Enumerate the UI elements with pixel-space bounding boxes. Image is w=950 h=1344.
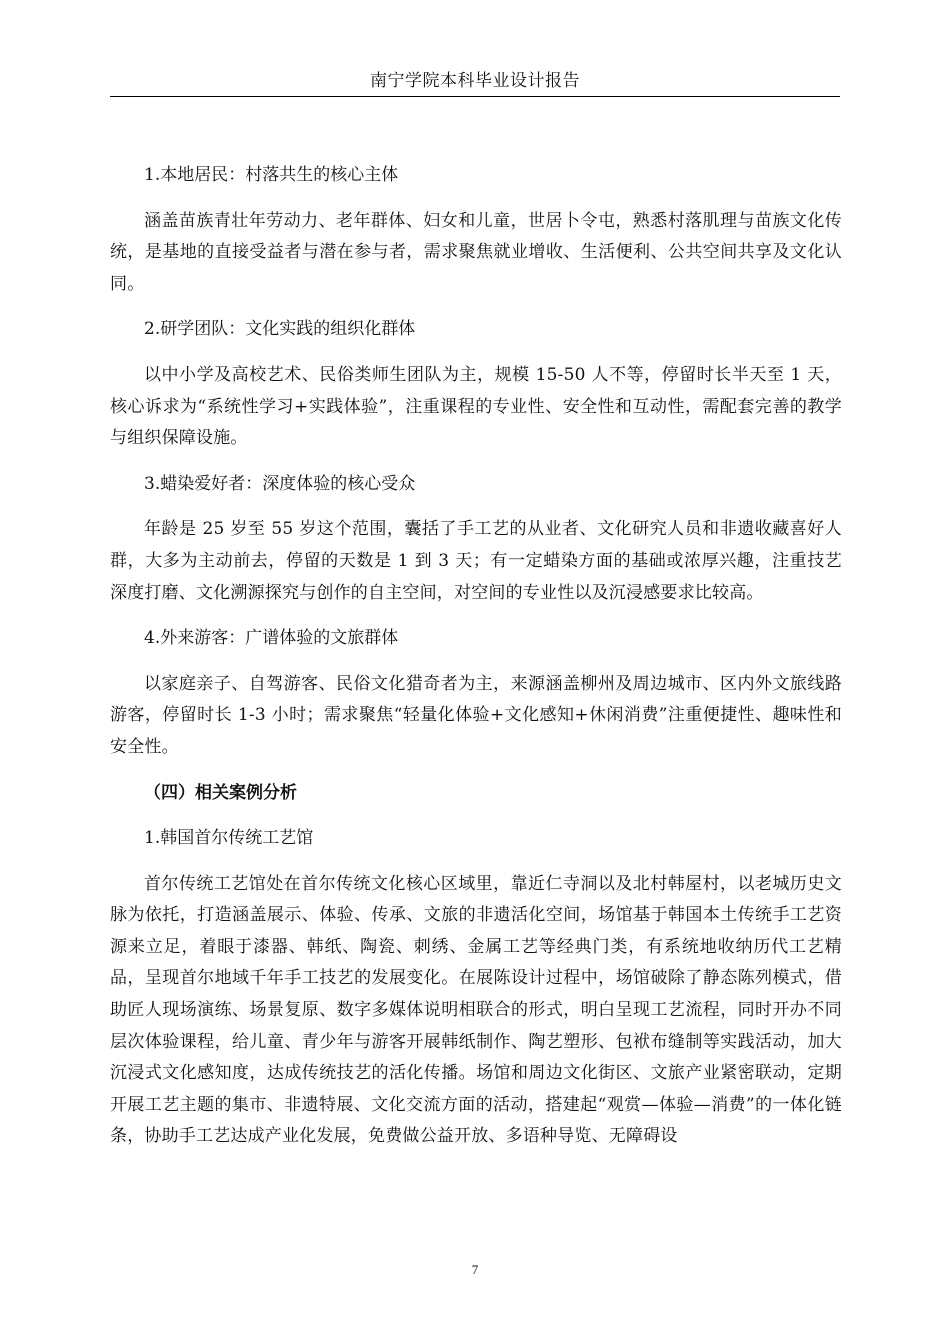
page-number: 7	[471, 1262, 479, 1277]
paragraph-seoul-craft-museum: 首尔传统工艺馆处在首尔传统文化核心区域里，靠近仁寺洞以及北村韩屋村，以老城历史文脉为依托，打造涵盖展示、体验、传承、文旅的非遗活化空间，场馆基于韩国本土传统手工艺资源来立足，着眼于漆器、韩纸、陶瓷、刺绣、金属工艺等经典门类，有系统地收纳历代工艺精品，呈现首尔地域千年手工技艺的发展变化。在展陈设计过程中，场馆破除了静态陈列模式，借助匠人现场演练、场景复原、数字多媒体说明相联合的形式，明白呈现工艺流程，同时开办不同层次体验课程，给儿童、青少年与游客开展韩纸制作、陶艺塑形、包袱布缝制等实践活动，加大沉浸式文化感知度，达成传统技艺的活化传播。场馆和周边文化街区、文旅产业紧密联动，定期开展工艺主题的集市、非遗特展、文化交流方面的活动，搭建起“观赏—体验—消费”的一体化链条，协助手工艺达成产业化发展，免费做公益开放、多语种导览、无障碍设	[110, 873, 842, 1147]
paragraph-study-groups: 以中小学及高校艺术、民俗类师生团队为主，规模 15-50 人不等，停留时长半天至 1 天，核心诉求为“系统性学习+实践体验”，注重课程的专业性、安全性和互动性，需配套完善的教学与组织保障设施。	[110, 364, 842, 449]
header-divider	[110, 96, 840, 97]
paragraph-local-residents: 涵盖苗族青壮年劳动力、老年群体、妇女和儿童，世居卜令屯，熟悉村落肌理与苗族文化传统，是基地的直接受益者与潜在参与者，需求聚焦就业增收、生活便利、公共空间共享及文化认同。	[110, 210, 842, 294]
subheading-tourists: 4.外来游客：广谱体验的文旅群体	[144, 628, 399, 649]
paragraph-tourists: 以家庭亲子、自驾游客、民俗文化猎奇者为主，来源涵盖柳州及周边城市、区内外文旅线路游客，停留时长 1-3 小时；需求聚焦“轻量化体验+文化感知+休闲消费”注重便捷性、趣味性和安全性。	[110, 673, 842, 757]
paragraph-batik-enthusiasts: 年龄是 25 岁至 55 岁这个范围，囊括了手工艺的从业者、文化研究人员和非遗收藏喜好人群，大多为主动前去，停留的天数是 1 到 3 天；有一定蜡染方面的基础或浓厚兴趣，注重技艺深度打磨、文化溯源探究与创作的自主空间，对空间的专业性以及沉浸感要求比较高。	[110, 519, 842, 603]
subheading-study-groups: 2.研学团队：文化实践的组织化群体	[144, 319, 416, 340]
section-heading-case-analysis: （四）相关案例分析	[144, 782, 297, 803]
subheading-local-residents: 1.本地居民：村落共生的核心主体	[144, 165, 399, 185]
subheading-batik-enthusiasts: 3.蜡染爱好者：深度体验的核心受众	[144, 473, 416, 494]
document-body	[110, 160, 842, 1153]
running-header: 南宁学院本科毕业设计报告	[370, 71, 580, 91]
subheading-seoul-craft-museum: 1.韩国首尔传统工艺馆	[144, 828, 314, 849]
